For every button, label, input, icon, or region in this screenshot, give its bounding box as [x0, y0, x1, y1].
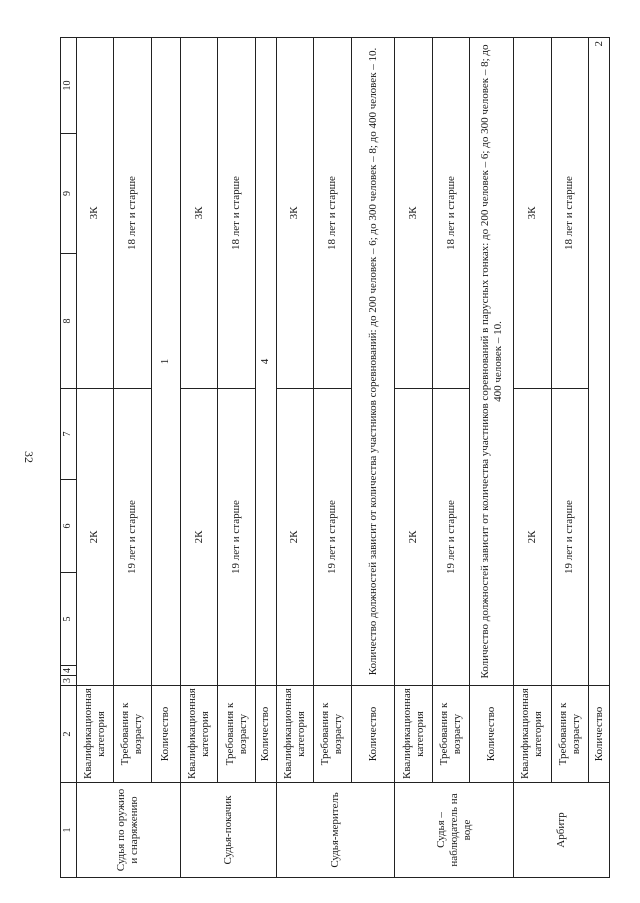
referee-requirements-table — [60, 37, 610, 878]
column-header: 6 — [61, 480, 77, 573]
quantity-value: 4 — [255, 38, 276, 686]
table-row — [276, 38, 314, 878]
column-header: 4 — [61, 666, 77, 676]
column-header: 5 — [61, 573, 77, 666]
age-value: 19 лет и старше — [432, 389, 470, 686]
column-header: 9 — [61, 134, 77, 254]
table-row — [514, 38, 552, 878]
table-row — [395, 38, 433, 878]
age-value: 19 лет и старше — [551, 389, 589, 686]
header-row — [61, 38, 77, 878]
column-header: 2 — [61, 686, 77, 783]
label-age: Требования к возрасту — [218, 686, 256, 783]
table-row — [314, 38, 352, 878]
label-age: Требования к возрасту — [314, 686, 352, 783]
table-row — [76, 38, 114, 878]
age-value: 18 лет и старше — [114, 38, 152, 389]
category-value: 3К — [276, 38, 314, 389]
age-value: 18 лет и старше — [314, 38, 352, 389]
table-row — [114, 38, 152, 878]
category-value: 3К — [180, 38, 218, 389]
column-header: 1 — [61, 783, 77, 878]
label-quantity: Количество — [351, 686, 395, 783]
table-row — [351, 38, 395, 878]
label-age: Требования к возрасту — [114, 686, 152, 783]
category-value: 2К — [76, 389, 114, 686]
age-value: 19 лет и старше — [218, 389, 256, 686]
age-value: 18 лет и старше — [551, 38, 589, 389]
category-value: 2К — [395, 389, 433, 686]
table-row — [255, 38, 276, 878]
label-qualification: Квалификационная категория — [180, 686, 218, 783]
label-age: Требования к возрасту — [551, 686, 589, 783]
category-value: 3К — [514, 38, 552, 389]
label-quantity: Количество — [470, 686, 514, 783]
column-header: 8 — [61, 254, 77, 389]
label-quantity: Количество — [151, 686, 180, 783]
column-header: 7 — [61, 389, 77, 480]
column-header: 10 — [61, 38, 77, 134]
rotated-table-sheet — [60, 38, 610, 878]
category-value: 3К — [395, 38, 433, 389]
table-row — [470, 38, 514, 878]
label-age: Требования к возрасту — [432, 686, 470, 783]
table-row — [551, 38, 589, 878]
page-number: 32 — [22, 451, 36, 463]
quantity-note: Количество должностей зависит от количества участников соревнований в парусных гонках: до 200 человек – 6; до 300 человек – 8; до 400 человек – 10. — [470, 38, 514, 686]
position-name: Арбитр — [514, 783, 610, 878]
table-row — [180, 38, 218, 878]
age-value: 18 лет и старше — [432, 38, 470, 389]
position-name: Судья-мерителъ — [276, 783, 395, 878]
table-row — [432, 38, 470, 878]
quantity-value: 1 — [151, 38, 180, 686]
category-value: 2К — [276, 389, 314, 686]
label-qualification: Квалификационная категория — [514, 686, 552, 783]
category-value: 2К — [514, 389, 552, 686]
label-qualification: Квалификационная категория — [276, 686, 314, 783]
label-qualification: Квалификационная категория — [76, 686, 114, 783]
column-header: 3 — [61, 676, 77, 686]
category-value: 3К — [76, 38, 114, 389]
position-name: Судья – наблюдатель на воде — [395, 783, 514, 878]
label-quantity: Количество — [589, 686, 610, 783]
table-row — [218, 38, 256, 878]
label-quantity: Количество — [255, 686, 276, 783]
position-name: Судья-покачик — [180, 783, 276, 878]
category-value: 2К — [180, 389, 218, 686]
position-name: Судья по оружию и снаряжению — [76, 783, 180, 878]
table-row — [151, 38, 180, 878]
quantity-note: Количество должностей зависит от количества участников соревнований: до 200 человек – 6; до 300 человек – 8; до 400 человек – 10. — [351, 38, 395, 686]
age-value: 18 лет и старше — [218, 38, 256, 389]
age-value: 19 лет и старше — [114, 389, 152, 686]
label-qualification: Квалификационная категория — [395, 686, 433, 783]
quantity-value: 2 — [589, 38, 610, 686]
table-row — [589, 38, 610, 878]
age-value: 19 лет и старше — [314, 389, 352, 686]
